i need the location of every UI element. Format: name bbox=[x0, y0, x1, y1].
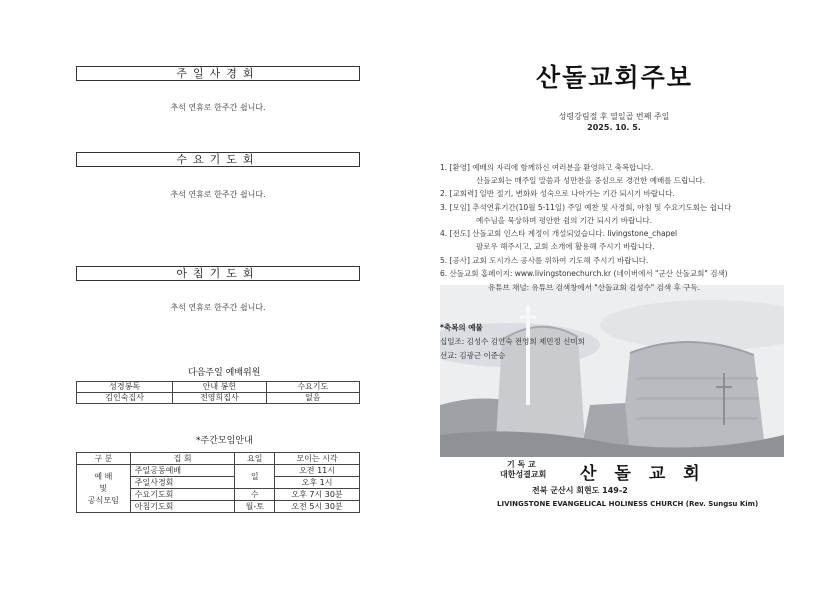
bulletin-date: 2025. 10. 5. bbox=[587, 123, 641, 132]
next-week-table bbox=[76, 381, 360, 404]
table-header: 수요기도 bbox=[266, 382, 359, 393]
time-cell: 오전 11시 bbox=[275, 465, 360, 477]
section-text-morning-prayer: 추석 연휴로 한주간 쉽니다. bbox=[170, 303, 266, 312]
announcement-3-cont: 예수님을 묵상하며 평안한 쉼의 기간 되시기 바랍니다. bbox=[476, 216, 653, 225]
table-header: 성경봉독 bbox=[77, 382, 173, 393]
day-cell: 월-토 bbox=[235, 501, 275, 513]
blessing-tithe: 십일조: 김성수 김인숙 전영희 제민정 신미희 bbox=[440, 337, 585, 346]
table-row bbox=[77, 453, 360, 465]
time-cell: 오후 1시 bbox=[275, 477, 360, 489]
liturgical-subtitle: 성령강림절 후 열일곱 번째 주일 bbox=[558, 112, 670, 121]
announcement-2: 2. [교회력] 일반 절기, 변화와 성숙으로 나아가는 기간 되시기 바랍니다. bbox=[440, 189, 675, 198]
schedule-table bbox=[76, 452, 360, 513]
church-photo bbox=[440, 285, 784, 457]
next-week-title: 다음주일 예배위원 bbox=[188, 368, 261, 378]
announcement-4: 4. [전도] 산돌교회 인스타 계정이 개설되었습니다. livingstone_chapel bbox=[440, 229, 678, 238]
denomination-bottom: 대한성결교회 bbox=[500, 470, 547, 479]
announcement-3: 3. [모임] 추석연휴기간(10월 5-11일) 주일 예찬 및 사경회, 아침 및 수요기도회는 쉽니다 bbox=[440, 203, 732, 212]
schedule-title: *주간모임안내 bbox=[196, 436, 253, 446]
group-label-line: 공식모임 bbox=[87, 495, 119, 505]
table-header: 요일 bbox=[235, 453, 275, 465]
blessing-mission: 선교: 김광근 이준승 bbox=[440, 351, 506, 360]
table-cell: 없음 bbox=[266, 393, 359, 404]
denomination-top: 기 독 교 bbox=[507, 460, 536, 469]
time-cell: 오전 5시 30분 bbox=[275, 501, 360, 513]
group-label-line: 및 bbox=[99, 483, 108, 493]
meeting-cell: 주일공동예배 bbox=[130, 465, 235, 477]
church-building-image bbox=[440, 285, 784, 457]
table-header: 구 분 bbox=[77, 453, 131, 465]
day-cell: 일 bbox=[235, 465, 275, 489]
meeting-cell: 주일사경회 bbox=[130, 477, 235, 489]
bulletin-title: 산돌교회주보 bbox=[536, 63, 693, 92]
church-address: 전북 군산시 회현도 149-2 bbox=[532, 486, 628, 495]
announcement-4-cont: 팔로우 해주시고, 교회 소개에 활용해 주시기 바랍니다. bbox=[476, 242, 655, 251]
group-label-cell bbox=[77, 465, 131, 513]
church-name: 산돌교회 bbox=[580, 464, 718, 484]
meeting-cell: 수요기도회 bbox=[130, 489, 235, 501]
announcement-6-cont: 유튜브 채널: 유튜브 검색창에서 "산돌교회 김성수" 검색 후 구독. bbox=[488, 283, 701, 292]
table-cell: 전영희집사 bbox=[173, 393, 266, 404]
section-text-wednesday-prayer: 추석 연휴로 한주간 쉽니다. bbox=[170, 190, 266, 199]
section-title-wednesday-prayer: 수요기도회 bbox=[76, 152, 360, 167]
table-row bbox=[77, 393, 360, 404]
announcement-1-cont: 산돌교회는 매주일 말씀과 성만찬을 중심으로 경건한 예배를 드립니다. bbox=[476, 176, 706, 185]
table-row bbox=[77, 382, 360, 393]
table-header: 안내 봉헌 bbox=[173, 382, 266, 393]
announcement-5: 5. [공사] 교회 도시가스 공사를 위하여 기도해 주시기 바랍니다. bbox=[440, 256, 649, 265]
announcement-6: 6. 산돌교회 홈페이지: www.livingstonechurch.kr (네이버에서 "군산 산돌교회" 검색) bbox=[440, 269, 728, 278]
meeting-cell: 아침기도회 bbox=[130, 501, 235, 513]
announcement-1: 1. [환영] 예배의 자리에 함께하신 여러분을 환영하고 축복합니다. bbox=[440, 163, 654, 172]
group-label-line: 예 배 bbox=[94, 471, 113, 481]
table-header: 집 회 bbox=[130, 453, 235, 465]
table-row bbox=[77, 465, 360, 477]
table-cell: 김인숙집사 bbox=[77, 393, 173, 404]
section-text-sunday-study: 추석 연휴로 한주간 쉽니다. bbox=[170, 103, 266, 112]
church-english-name: LIVINGSTONE EVANGELICAL HOLINESS CHURCH (Rev. Sungsu Kim) bbox=[497, 500, 759, 508]
table-header: 모이는 시각 bbox=[275, 453, 360, 465]
section-title-sunday-study: 주일사경회 bbox=[76, 66, 360, 81]
section-title-morning-prayer: 아침기도회 bbox=[76, 266, 360, 281]
blessing-title: *축복의 예물 bbox=[440, 323, 483, 332]
day-cell: 수 bbox=[235, 489, 275, 501]
time-cell: 오후 7시 30분 bbox=[275, 489, 360, 501]
